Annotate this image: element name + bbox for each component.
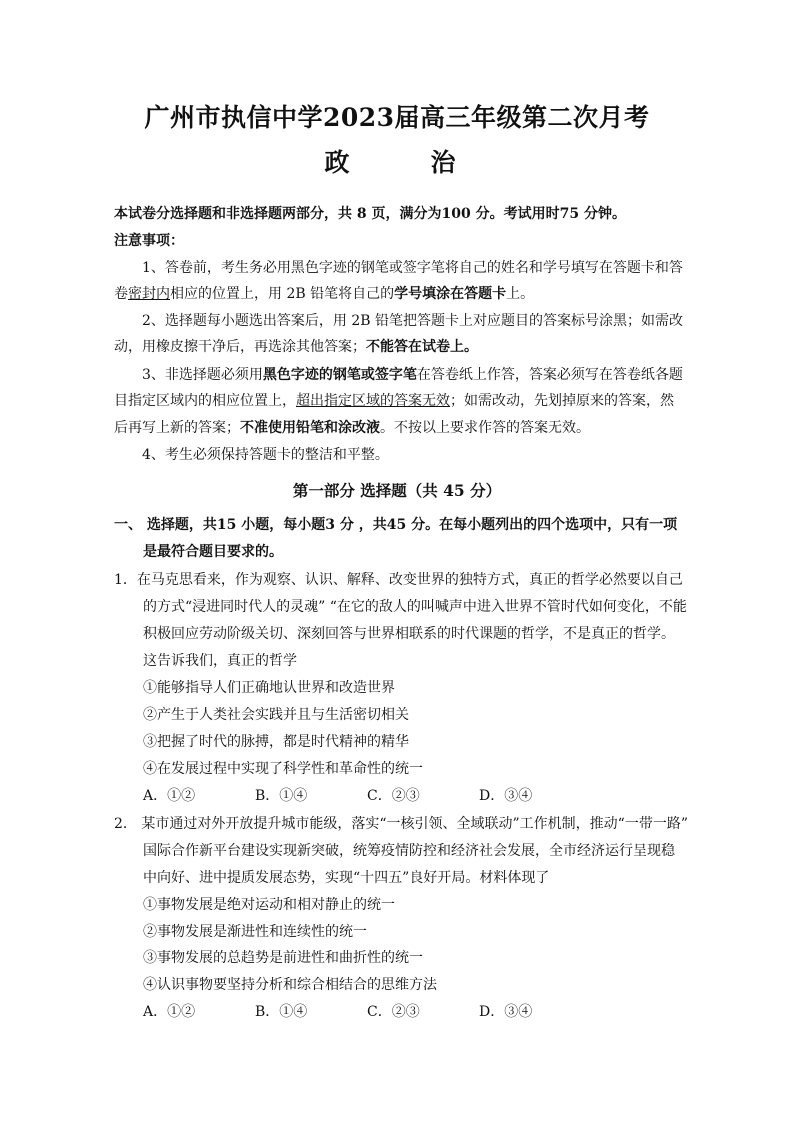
q2-option-d: D．③④ [479, 1004, 533, 1020]
q1-stem-line-2: 的方式“浸进同时代人的灵魂” “在它的敌人的叫喊声中进入世界不管时代如何变化，不能 [143, 599, 687, 615]
q2-statement-4: ④认识事物要坚持分析和综合相结合的思维方法 [143, 977, 437, 993]
q1-option-d: D．③④ [479, 788, 533, 804]
q1-option-a: A．①② [143, 788, 196, 804]
bold-text: 学号填涂在答题卡 [394, 286, 507, 302]
q1-options [143, 783, 591, 809]
underlined-text: 超出指定区域的答案无效 [296, 393, 450, 409]
bold-text: 黑色字迹的钢笔或签字笔 [262, 367, 417, 383]
q2-option-c: C．②③ [367, 1004, 420, 1020]
subject-title: 政 治 [324, 148, 484, 177]
q2-stem-line-3: 中向好、进中提质发展态势，实现“十四五”良好开局。材料体现了 [143, 870, 550, 886]
q2-options [143, 999, 591, 1025]
exam-title: 广州市执信中学2023届高三年级第二次月考 [144, 103, 650, 132]
q1-option-b: B．①④ [255, 788, 308, 804]
notice-heading: 注意事项： [114, 233, 184, 249]
q2-statement-2: ②事物发展是渐进性和连续性的统一 [143, 924, 367, 940]
q1-stem-line-1: 1．在马克思看来，作为观察、认识、解释、改变世界的独特方式，真正的哲学必然要以自己 [114, 572, 683, 588]
q1-statement-3: ③把握了时代的脉搏，都是时代精神的精华 [143, 734, 409, 750]
q1-stem-line-4: 这告诉我们，真正的哲学 [143, 653, 297, 669]
q2-statement-3: ③事物发展的总趋势是前进性和曲折性的统一 [143, 950, 423, 966]
q1-stem-line-3: 积极回应劳动阶级关切、深刻回答与世界相联系的时代课题的哲学，不是真正的哲学。 [143, 626, 675, 642]
section-heading: 第一部分 选择题（共 45 分） [292, 481, 502, 500]
notice-4: 4、考生必须保持答题卡的整洁和平整。 [142, 447, 389, 463]
bold-text: 不能答在试卷上。 [366, 339, 478, 355]
q2-statement-1: ①事物发展是绝对运动和相对静止的统一 [143, 897, 395, 913]
q1-statement-2: ②产生于人类社会实践并且与生活密切相关 [143, 707, 409, 723]
notice-2-line-1: 2、选择题每小题选出答案后，用 2B 铅笔把答题卡上对应题目的答案标号涂黑；如需改 [142, 313, 684, 329]
section-instruction-line-1: 一、 选择题，共15 小题，每小题3 分 ，共45 分。在每小题列出的四个选项中，只有一项 [114, 517, 678, 533]
q1-option-c: C．②③ [367, 788, 420, 804]
section-instruction-line-2: 是最符合题目要求的。 [143, 544, 283, 560]
exam-summary: 本试卷分选择题和非选择题两部分，共 8 页，满分为100 分。考试用时75 分钟。 [114, 206, 626, 222]
notice-1-line-2: 卷密封内相应的位置上，用 2B 铅笔将自己的学号填涂在答题卡上。 [114, 286, 535, 302]
q2-option-a: A．①② [143, 1004, 196, 1020]
notice-3-line-2: 目指定区域内的相应位置上，超出指定区域的答案无效；如需改动，先划掉原来的答案，然 [114, 393, 674, 409]
q2-stem-line-1: 2． 某市通过对外开放提升城市能级，落实“一核引领、全域联动”工作机制，推动“一带一路” [114, 816, 688, 832]
underlined-text: 密封内 [128, 286, 170, 302]
q2-stem-line-2: 国际合作新平台建设实现新突破，统筹疫情防控和经济社会发展，全市经济运行呈现稳 [143, 843, 675, 859]
q1-statement-1: ①能够指导人们正确地认世界和改造世界 [143, 680, 395, 696]
q2-option-b: B．①④ [255, 1004, 308, 1020]
notice-3-line-1: 3、非选择题必须用黑色字迹的钢笔或签字笔在答卷纸上作答，答案必须写在答卷纸各题 [142, 367, 683, 383]
notice-1-line-1: 1、答卷前，考生务必用黑色字迹的钢笔或签字笔将自己的姓名和学号填写在答题卡和答 [142, 260, 683, 276]
bold-text: 不准使用铅笔和涂改液 [240, 420, 380, 436]
notice-3-line-3: 后再写上新的答案；不准使用铅笔和涂改液。不按以上要求作答的答案无效。 [114, 420, 590, 436]
q1-statement-4: ④在发展过程中实现了科学性和革命性的统一 [143, 761, 423, 777]
notice-2-line-2: 动，用橡皮擦干净后，再选涂其他答案；不能答在试卷上。 [114, 339, 478, 355]
